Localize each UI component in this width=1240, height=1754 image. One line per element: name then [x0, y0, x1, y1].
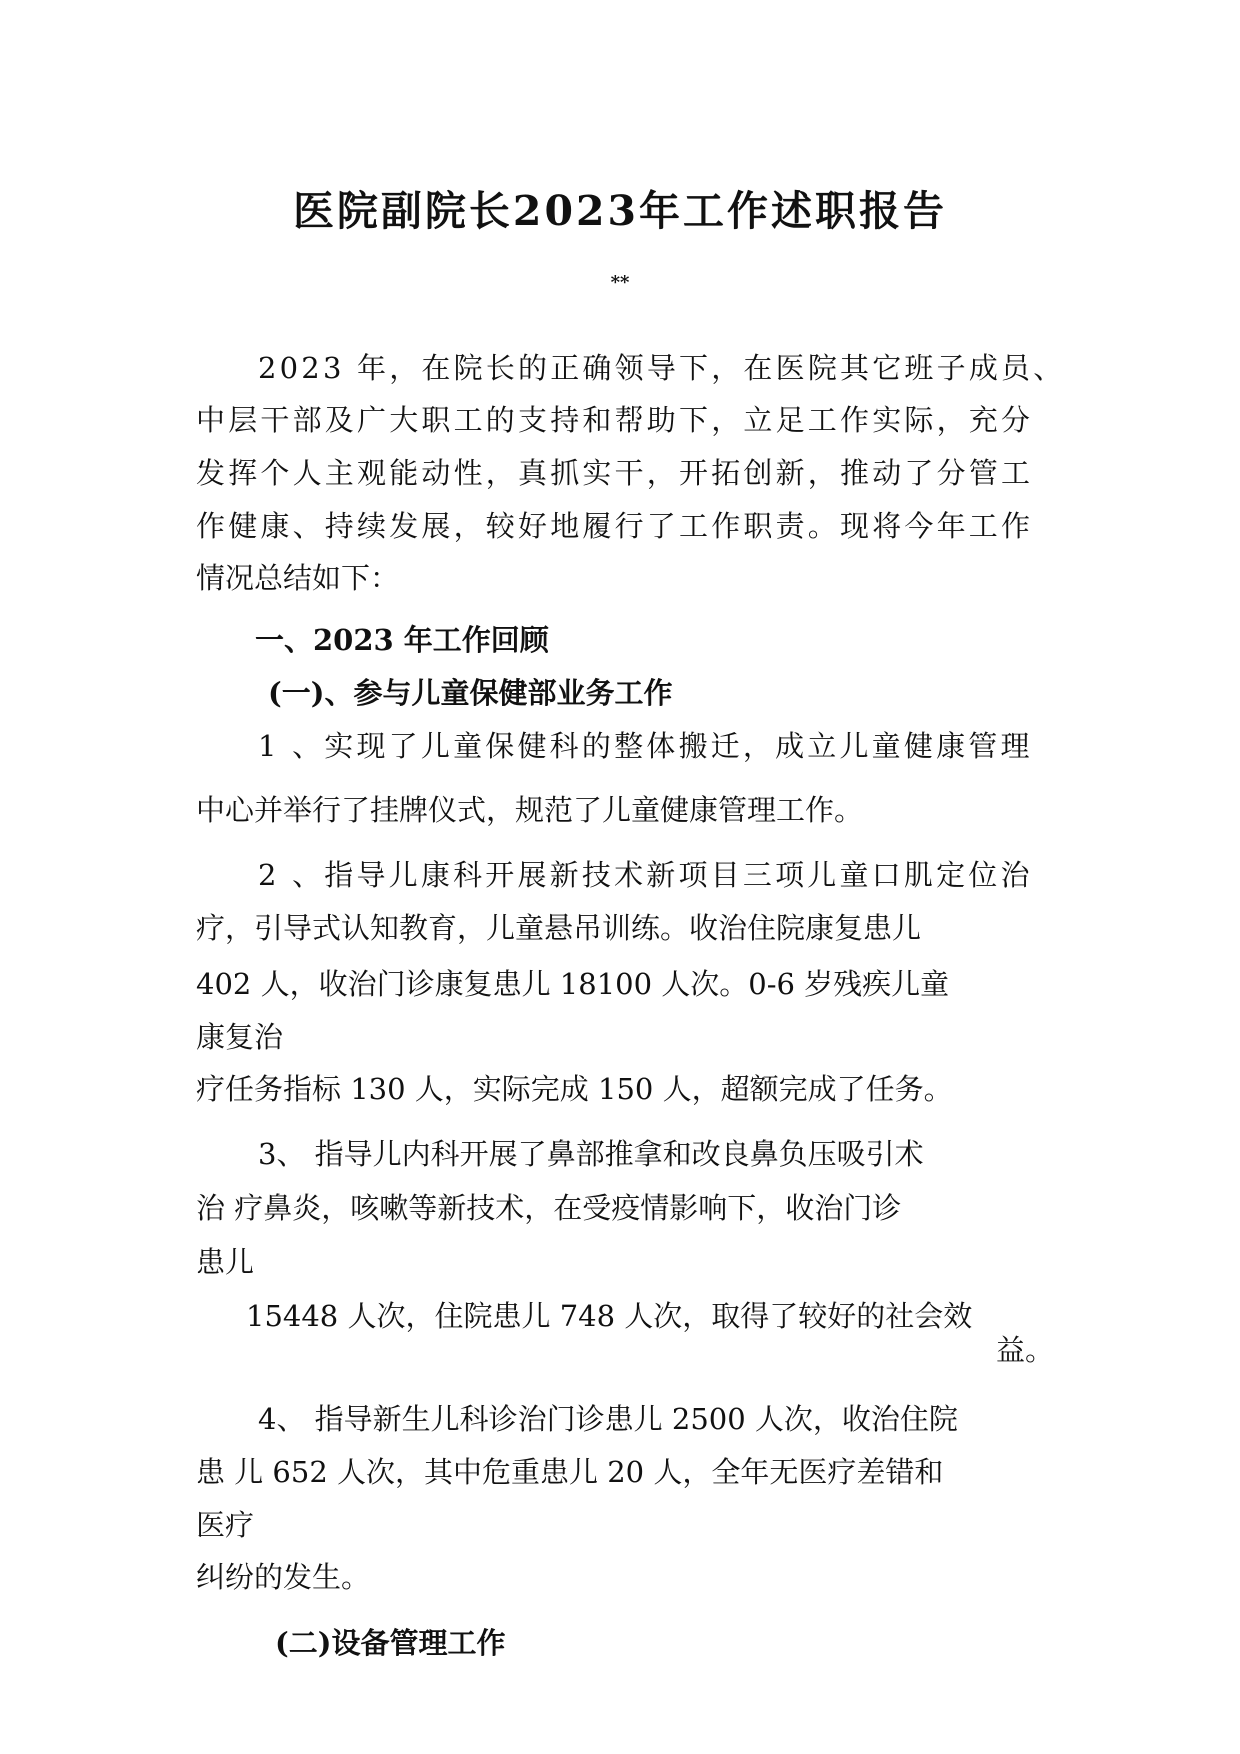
- text-line: 医疗: [196, 1508, 255, 1542]
- text-line: 纠纷的发生。: [196, 1560, 371, 1594]
- text-line: 疗任务指标 130 人，实际完成 150 人，超额完成了任务。: [196, 1072, 953, 1106]
- author-mark: **: [610, 272, 630, 293]
- text-line: 402 人，收治门诊康复患儿 18100 人次。0-6 岁残疾儿童: [196, 967, 950, 1001]
- text-line: 疗，引导式认知教育，儿童悬吊训练。收治住院康复患儿: [196, 911, 922, 945]
- text-line: 康复治: [196, 1020, 284, 1054]
- subsection-heading: (二)设备管理工作: [275, 1626, 506, 1660]
- text-line: 发挥个人主观能动性，真抓实干，开拓创新，推动了分管工: [196, 456, 1034, 490]
- text-line: 1 、实现了儿童保健科的整体搬迁，成立儿童健康管理: [258, 729, 1033, 763]
- text-line: 3、 指导儿内科开展了鼻部推拿和改良鼻负压吸引术: [258, 1137, 924, 1171]
- document-title: 医院副院长2023年工作述职报告: [292, 187, 948, 235]
- text-line: 2 、指导儿康科开展新技术新项目三项儿童口肌定位治: [258, 858, 1033, 892]
- text-line: 作健康、持续发展，较好地履行了工作职责。现将今年工作: [196, 509, 1034, 543]
- section-heading: 一、2023 年工作回顾: [255, 623, 549, 657]
- text-line: 15448 人次，住院患儿 748 人次，取得了较好的社会效: [246, 1299, 973, 1333]
- text-line: 益。: [996, 1333, 1055, 1367]
- subsection-heading: (一)、参与儿童保健部业务工作: [268, 676, 673, 710]
- text-line: 中心并举行了挂牌仪式，规范了儿童健康管理工作。: [196, 793, 864, 827]
- text-line: 2023 年，在院长的正确领导下，在医院其它班子成员、: [258, 351, 1066, 385]
- text-line: 情况总结如下：: [196, 561, 400, 595]
- text-line: 4、 指导新生儿科诊治门诊患儿 2500 人次，收治住院: [258, 1402, 958, 1436]
- text-line: 患儿: [196, 1245, 255, 1279]
- text-line: 患 儿 652 人次，其中危重患儿 20 人，全年无医疗差错和: [196, 1455, 944, 1489]
- text-line: 治 疗鼻炎，咳嗽等新技术，在受疫情影响下，收治门诊: [196, 1191, 902, 1225]
- text-line: 中层干部及广大职工的支持和帮助下，立足工作实际，充分: [196, 403, 1034, 437]
